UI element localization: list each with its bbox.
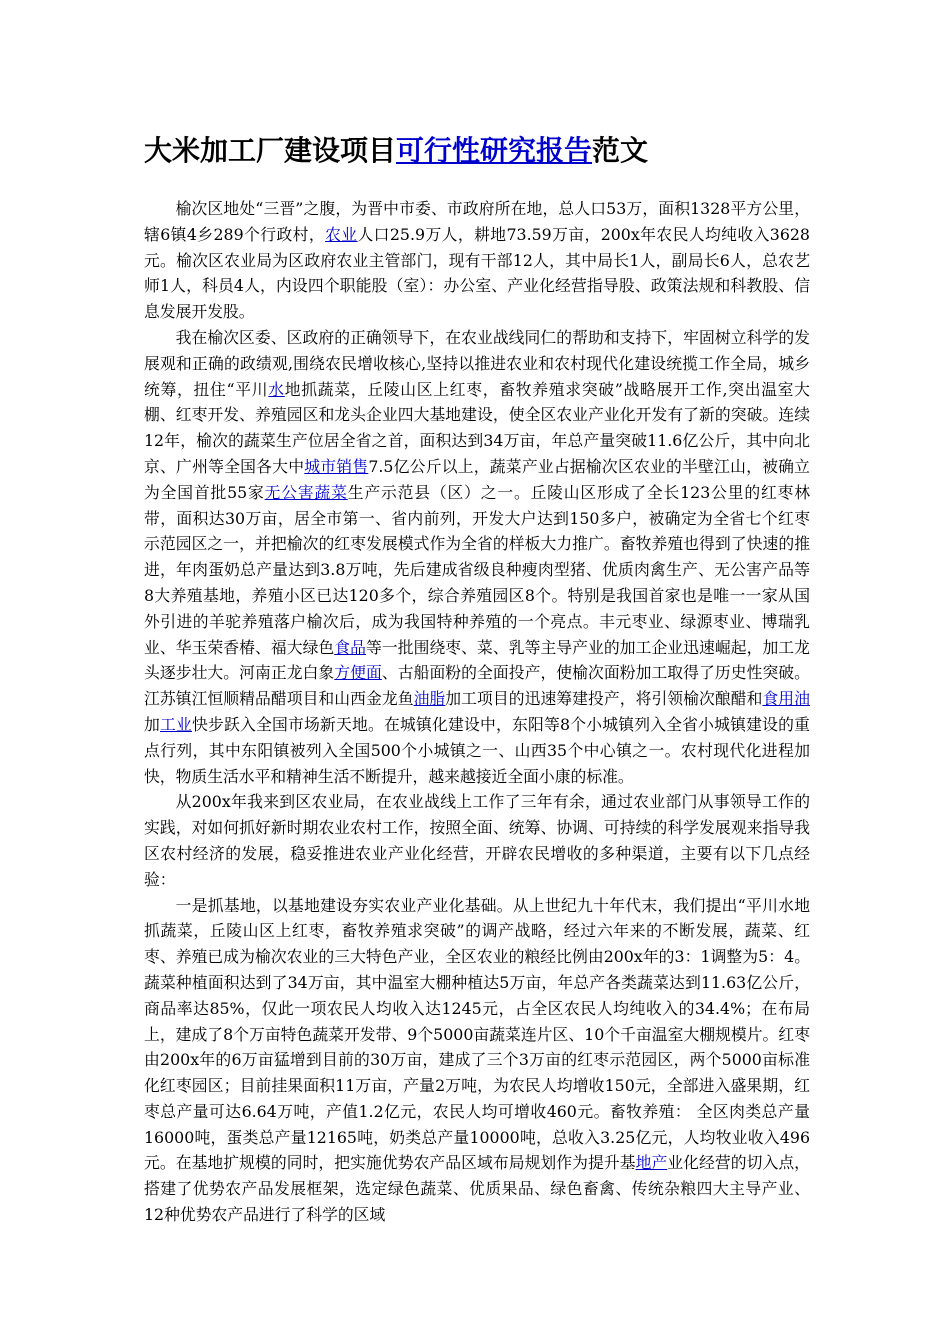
paragraph-2: [144, 325, 810, 789]
link-food[interactable]: 食品: [334, 637, 367, 657]
document-body: [144, 196, 810, 1228]
text-run: 等一批围绕枣、菜、乳等主导产业的加工企业迅速崛起，加工龙头逐步壮大。河南正龙白象: [144, 637, 810, 683]
title-suffix: 范文: [592, 134, 649, 167]
document-title: [144, 131, 844, 171]
link-real-estate[interactable]: 地产: [635, 1153, 668, 1173]
text-run: 人口25.9万人，耕地73.59万亩，200x年农民人均纯收入3628元。榆次区农业局为区政府农业主管部门，现有干部12人，其中局长1人，副局长6人，总农艺师1人，科员4人，内设四个职能股（室）：办公室、产业化经营指导股、政策法规和科教股、信息发展开发股。: [144, 224, 810, 322]
text-run: 加: [144, 714, 160, 734]
text-run: 生产示范县（区）之一。丘陵山区形成了全长123公里的红枣林带，面积达30万亩，居全市第一、省内前列，开发大户达到150多户，被确定为全省七个红枣示范园区之一，并把榆次的红枣发展模式作为全省的样板大力推广。畜牧养殖也得到了快速的推进，年肉蛋奶总产量达到3.8万吨，先后建成省级良种瘦肉型猪、优质肉禽生产、无公害产品等8大养殖基地，养殖小区已达120多个，综合养殖园区8个。特别是我国首家也是唯一一家从国外引进的羊驼养殖落户榆次后，成为我国特种养殖的一个亮点。丰元枣业、绿源枣业、博瑞乳业、华玉荣香椿、福大绿色: [144, 482, 810, 657]
link-instant-noodles[interactable]: 方便面: [334, 663, 382, 683]
text-run: 一是抓基地，以基地建设夯实农业产业化基础。从上世纪九十年代末，我们提出“平川水地抓蔬菜，丘陵山区上红枣，畜牧养殖求突破”的调产战略，经过六年来的不断发展，蔬菜、红枣、养殖已成为榆次农业的三大特色产业，全区农业的粮经比例由200x年的3：1调整为5：4。蔬菜种植面积达到了34万亩，其中温室大棚种植达5万亩，年总产各类蔬菜达到11.63亿公斤，商品率达85%，仅此一项农民人均收入达1245元，占全区农民人均纯收入的34.4%；在布局上，建成了8个万亩特色蔬菜开发带、9个5000亩蔬菜连片区、10个千亩温室大棚规模片。红枣由200x年的6万亩猛增到目前的30万亩，建成了三个3万亩的红枣示范园区，两个5000亩标准化红枣园区；目前挂果面积11万亩，产量2万吨，为农民人均增收150元，全部进入盛果期，红枣总产量可达6.64万吨，产值1.2亿元，农民人均可增收460元。畜牧养殖： 全区肉类总产量16000吨，蛋类总产量12165吨，奶类总产量10000吨，总收入3.25亿元，人均牧业收入496元。在基地扩规模的同时，把实施优势农产品区域布局规划作为提升基: [144, 895, 810, 1173]
title-text: 大米加工厂建设项目: [144, 134, 397, 167]
text-run: 加工项目的迅速筹建投产，将引领榆次酿醋和: [445, 689, 763, 709]
text-run: 地抓蔬菜，丘陵山区上红枣，畜牧养殖求突破”战略展开工作,突出温室大棚、红枣开发、养殖园区和龙头企业四大基地建设，使全区农业产业化开发有了新的突破。连续12年，榆次的蔬菜生产位居全省之首，面积达到34万亩，年总产量突破11.6亿公斤，其中向北京、广州等全国各大中: [144, 379, 810, 476]
title-link-feasibility-report[interactable]: 可行性研究报告: [396, 134, 593, 167]
text-run: 业化经营的切入点，搭建了优势农产品发展框架，选定绿色蔬菜、优质果品、绿色畜禽、传统杂粮四大主导产业、12种优势农产品进行了科学的区域: [144, 1153, 810, 1225]
paragraph-1: [144, 196, 810, 325]
link-oil[interactable]: 油脂: [413, 689, 446, 709]
link-industry[interactable]: 工业: [160, 714, 192, 734]
paragraph-3: [144, 789, 810, 892]
link-pollution-free-vegetables[interactable]: 无公害蔬菜: [264, 482, 348, 502]
text-run: 榆次区地处“三晋”之腹，为晋中市委、市政府所在地，总人口53万，面积1328平方公里，辖6镇4乡289个行政村，: [144, 199, 810, 244]
paragraph-4: [144, 893, 810, 1228]
link-city-sales[interactable]: 城市销售: [304, 456, 369, 476]
text-run: 、古船面粉的全面投产，使榆次面粉加工取得了历史性突破。江苏镇江恒顺精品醋项目和山西金龙鱼: [144, 663, 810, 709]
text-run: 快步跃入全国市场新天地。在城镇化建设中，东阳等8个小城镇列入全省小城镇建设的重点行列，其中东阳镇被列入全国500个小城镇之一、山西35个中心镇之一。农村现代化进程加快，物质生活水平和精神生活不断提升，越来越接近全面小康的标准。: [144, 714, 810, 786]
text-run: 从200x年我来到区农业局，在农业战线上工作了三年有余，通过农业部门从事领导工作的实践，对如何抓好新时期农业农村工作，按照全面、统筹、协调、可持续的科学发展观来指导我区农村经济的发展，稳妥推进农业产业化经营，开辟农民增收的多种渠道，主要有以下几点经验：: [144, 792, 810, 889]
link-edible-oil[interactable]: 食用油: [762, 689, 810, 709]
text-run: 7.5亿公斤以上，蔬菜产业占据榆次区农业的半壁江山，被确立为全国首批55家: [144, 456, 810, 502]
link-water[interactable]: 水: [268, 379, 285, 399]
link-agriculture[interactable]: 农业: [325, 224, 358, 244]
text-run: 我在榆次区委、区政府的正确领导下，在农业战线同仁的帮助和支持下，牢固树立科学的发展观和正确的政绩观,围绕农民增收核心,坚持以推进农业和农村现代化建设统揽工作全局，城乡统筹，扭住“平川: [144, 327, 810, 399]
